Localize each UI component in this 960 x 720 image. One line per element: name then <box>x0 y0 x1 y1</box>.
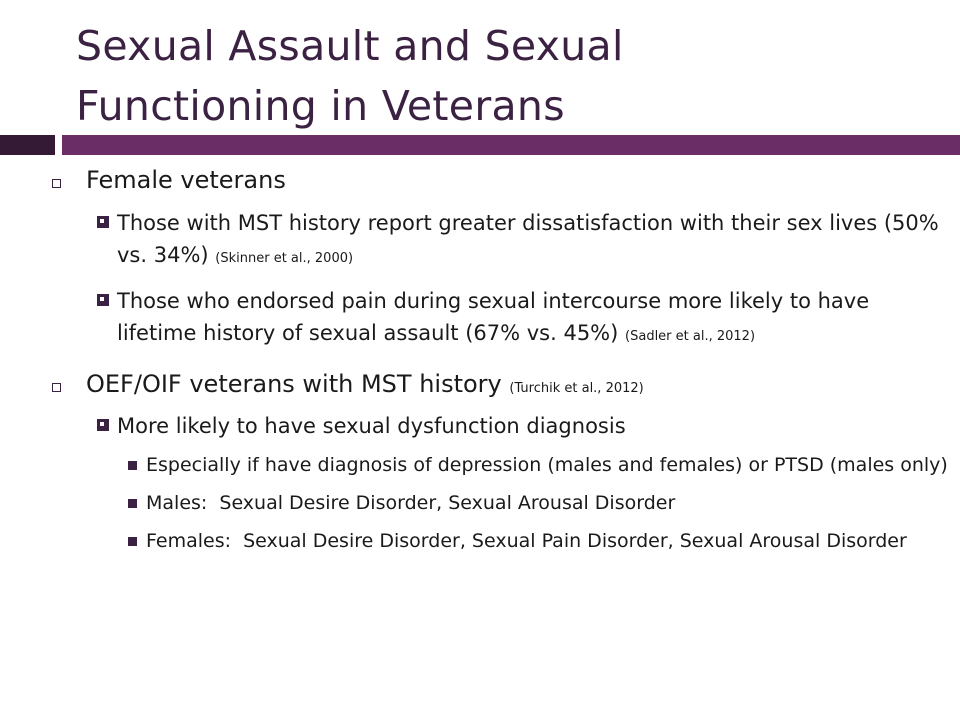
hollow-square-bullet-icon <box>52 179 61 188</box>
filled-square-bullet-icon <box>128 461 137 470</box>
bullet-text: Especially if have diagnosis of depression (males and females) or PTSD (males only) <box>146 454 948 476</box>
framed-square-bullet-icon <box>97 216 109 228</box>
citation: (Turchik et al., 2012) <box>509 381 644 396</box>
bullet-text: Those with MST history report greater dissatisfaction with their sex lives (50% vs. 34%) <box>117 211 939 267</box>
bullet-text: More likely to have sexual dysfunction diagnosis <box>117 414 626 438</box>
framed-square-bullet-icon <box>97 294 109 306</box>
bullet-oef-oif-veterans <box>52 367 952 406</box>
title-rule-main-segment <box>62 135 960 155</box>
filled-square-bullet-icon <box>128 499 137 508</box>
citation: (Skinner et al., 2000) <box>215 251 354 266</box>
bullet-female-veterans <box>52 163 952 197</box>
sub-bullet-dysfunction <box>52 410 952 442</box>
filled-square-bullet-icon <box>128 537 137 546</box>
framed-square-bullet-icon <box>97 419 109 431</box>
bullet-text: Those who endorsed pain during sexual intercourse more likely to have lifetime history of sexual assault (67% vs. 45%) <box>117 289 870 345</box>
sub-sub-bullet-males <box>52 488 952 518</box>
title-rule <box>0 135 960 155</box>
bullet-text: Female veterans <box>86 166 286 194</box>
bullet-text: OEF/OIF veterans with MST history <box>86 370 502 398</box>
title-rule-dark-segment <box>0 135 55 155</box>
bullet-text: Males: Sexual Desire Disorder, Sexual Arousal Disorder <box>146 492 676 514</box>
slide-title-line-2: Functioning in Veterans <box>76 82 565 130</box>
citation: (Sadler et al., 2012) <box>625 329 756 344</box>
slide-body <box>52 163 952 556</box>
slide-title <box>76 16 936 136</box>
sub-sub-bullet-females <box>52 526 952 556</box>
sub-bullet-pain <box>52 285 952 353</box>
bullet-text: Females: Sexual Desire Disorder, Sexual Pain Disorder, Sexual Arousal Disorder <box>146 530 907 552</box>
sub-bullet-dissatisfaction <box>52 207 952 275</box>
hollow-square-bullet-icon <box>52 383 61 392</box>
sub-sub-bullet-depression <box>52 450 952 480</box>
slide-title-line-1: Sexual Assault and Sexual <box>76 22 624 70</box>
